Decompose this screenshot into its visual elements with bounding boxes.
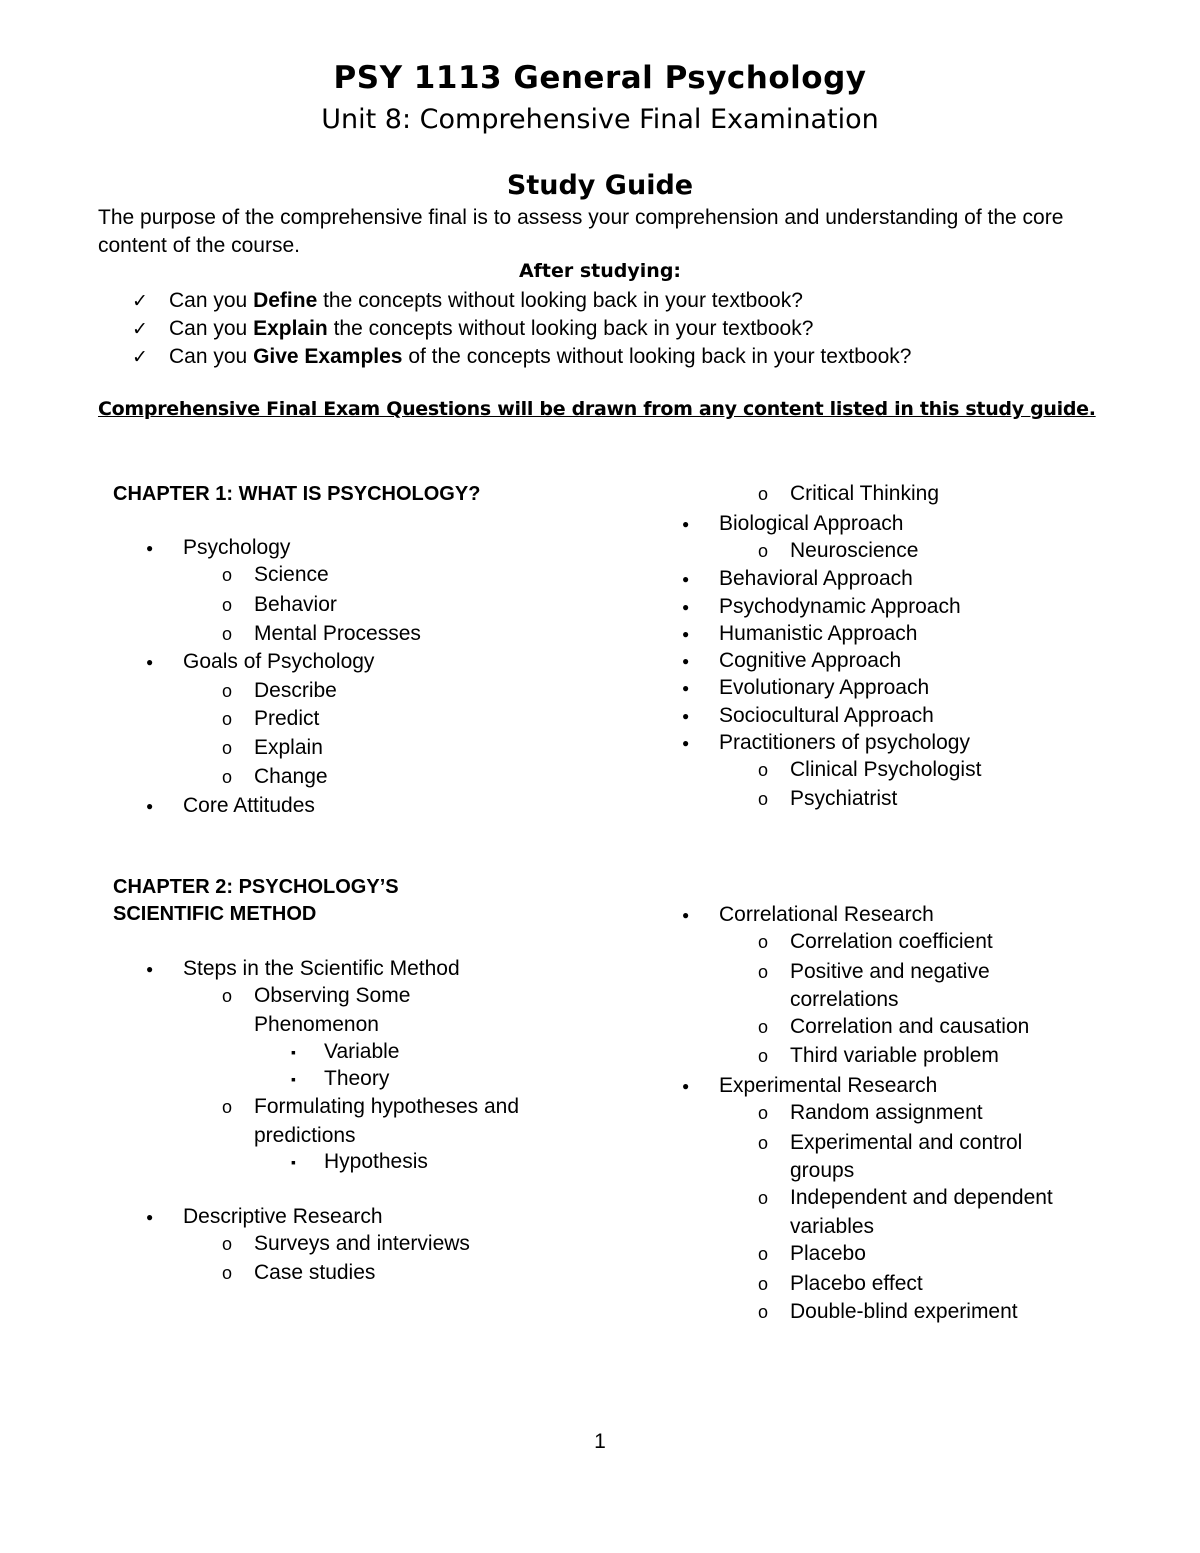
list-item: ● Psychodynamic Approach [719, 593, 961, 621]
list-item: o Independent and dependent [790, 1184, 1053, 1212]
list-item: ● Cognitive Approach [719, 647, 901, 675]
list-item: o Critical Thinking [790, 480, 939, 508]
list-item: ● Core Attitudes [183, 792, 315, 820]
list-item: o Predict [254, 705, 319, 733]
list-item: ● Behavioral Approach [719, 565, 913, 593]
list-item: o Mental Processes [254, 620, 421, 648]
list-item: ▪ Variable [324, 1038, 400, 1066]
list-item: o Case studies [254, 1259, 375, 1287]
chapter2-heading: CHAPTER 2: PSYCHOLOGY’S SCIENTIFIC METHOD [113, 876, 399, 925]
list-item: ● Humanistic Approach [719, 620, 917, 648]
list-item: ▪ Theory [324, 1065, 389, 1093]
checklist-item: ✓ Can you Define the concepts without looking back in your textbook? [132, 287, 911, 315]
page-number: 1 [594, 1430, 606, 1453]
list-item: o Neuroscience [790, 537, 918, 565]
list-item-continuation: predictions [254, 1124, 356, 1147]
list-item: o Random assignment [790, 1099, 983, 1127]
list-item: o Psychiatrist [790, 785, 897, 813]
unit-subtitle: Unit 8: Comprehensive Final Examination [321, 104, 879, 135]
list-item: o Explain [254, 734, 323, 762]
chapter1-heading: CHAPTER 1: WHAT IS PSYCHOLOGY? [113, 483, 481, 505]
list-item: o Experimental and control [790, 1129, 1022, 1157]
check-icon: ✓ [132, 319, 148, 340]
list-item: o Third variable problem [790, 1042, 999, 1070]
checklist-item: ✓ Can you Explain the concepts without looking back in your textbook? [132, 315, 911, 343]
list-item: o Double-blind experiment [790, 1298, 1018, 1326]
list-item: ● Biological Approach [719, 510, 903, 538]
list-item: o Formulating hypotheses and [254, 1093, 519, 1121]
list-item: o Correlation and causation [790, 1013, 1029, 1041]
list-item: o Change [254, 763, 328, 791]
list-item: ● Descriptive Research [183, 1203, 383, 1231]
list-item: o Surveys and interviews [254, 1230, 470, 1258]
list-item: o Positive and negative [790, 958, 990, 986]
purpose-paragraph: The purpose of the comprehensive final is to assess your comprehension and understanding of the core content of the course. [98, 206, 1064, 257]
after-studying-label: After studying: [518, 260, 682, 282]
list-item: ● Experimental Research [719, 1072, 937, 1100]
list-item: o Observing Some [254, 982, 410, 1010]
list-item-continuation: variables [790, 1215, 875, 1238]
list-item: o Behavior [254, 591, 337, 619]
check-icon: ✓ [132, 347, 148, 368]
list-item: ● Evolutionary Approach [719, 674, 929, 702]
checklist [132, 287, 911, 371]
list-item: o Placebo effect [790, 1270, 923, 1298]
list-item: ● Correlational Research [719, 901, 934, 929]
list-item: o Describe [254, 677, 337, 705]
list-item: ● Steps in the Scientific Method [183, 955, 460, 983]
study-guide-heading: Study Guide [506, 170, 694, 201]
list-item: o Placebo [790, 1240, 866, 1268]
list-item: ● Practitioners of psychology [719, 729, 970, 757]
list-item: o Clinical Psychologist [790, 756, 981, 784]
list-item-continuation: correlations [790, 988, 899, 1011]
checklist-item: ✓ Can you Give Examples of the concepts without looking back in your textbook? [132, 343, 911, 371]
list-item: ● Sociocultural Approach [719, 702, 934, 730]
list-item: o Correlation coefficient [790, 928, 993, 956]
list-item-continuation: Phenomenon [254, 1013, 379, 1036]
document-title: PSY 1113 General Psychology [333, 60, 867, 96]
list-item: o Science [254, 561, 329, 589]
list-item: ▪ Hypothesis [324, 1148, 428, 1176]
check-icon: ✓ [132, 291, 148, 312]
list-item: ● Goals of Psychology [183, 648, 374, 676]
exam-note: Comprehensive Final Exam Questions will be drawn from any content listed in this study guide. [98, 398, 1096, 420]
list-item-continuation: groups [790, 1159, 855, 1182]
list-item: ● Psychology [183, 534, 290, 562]
